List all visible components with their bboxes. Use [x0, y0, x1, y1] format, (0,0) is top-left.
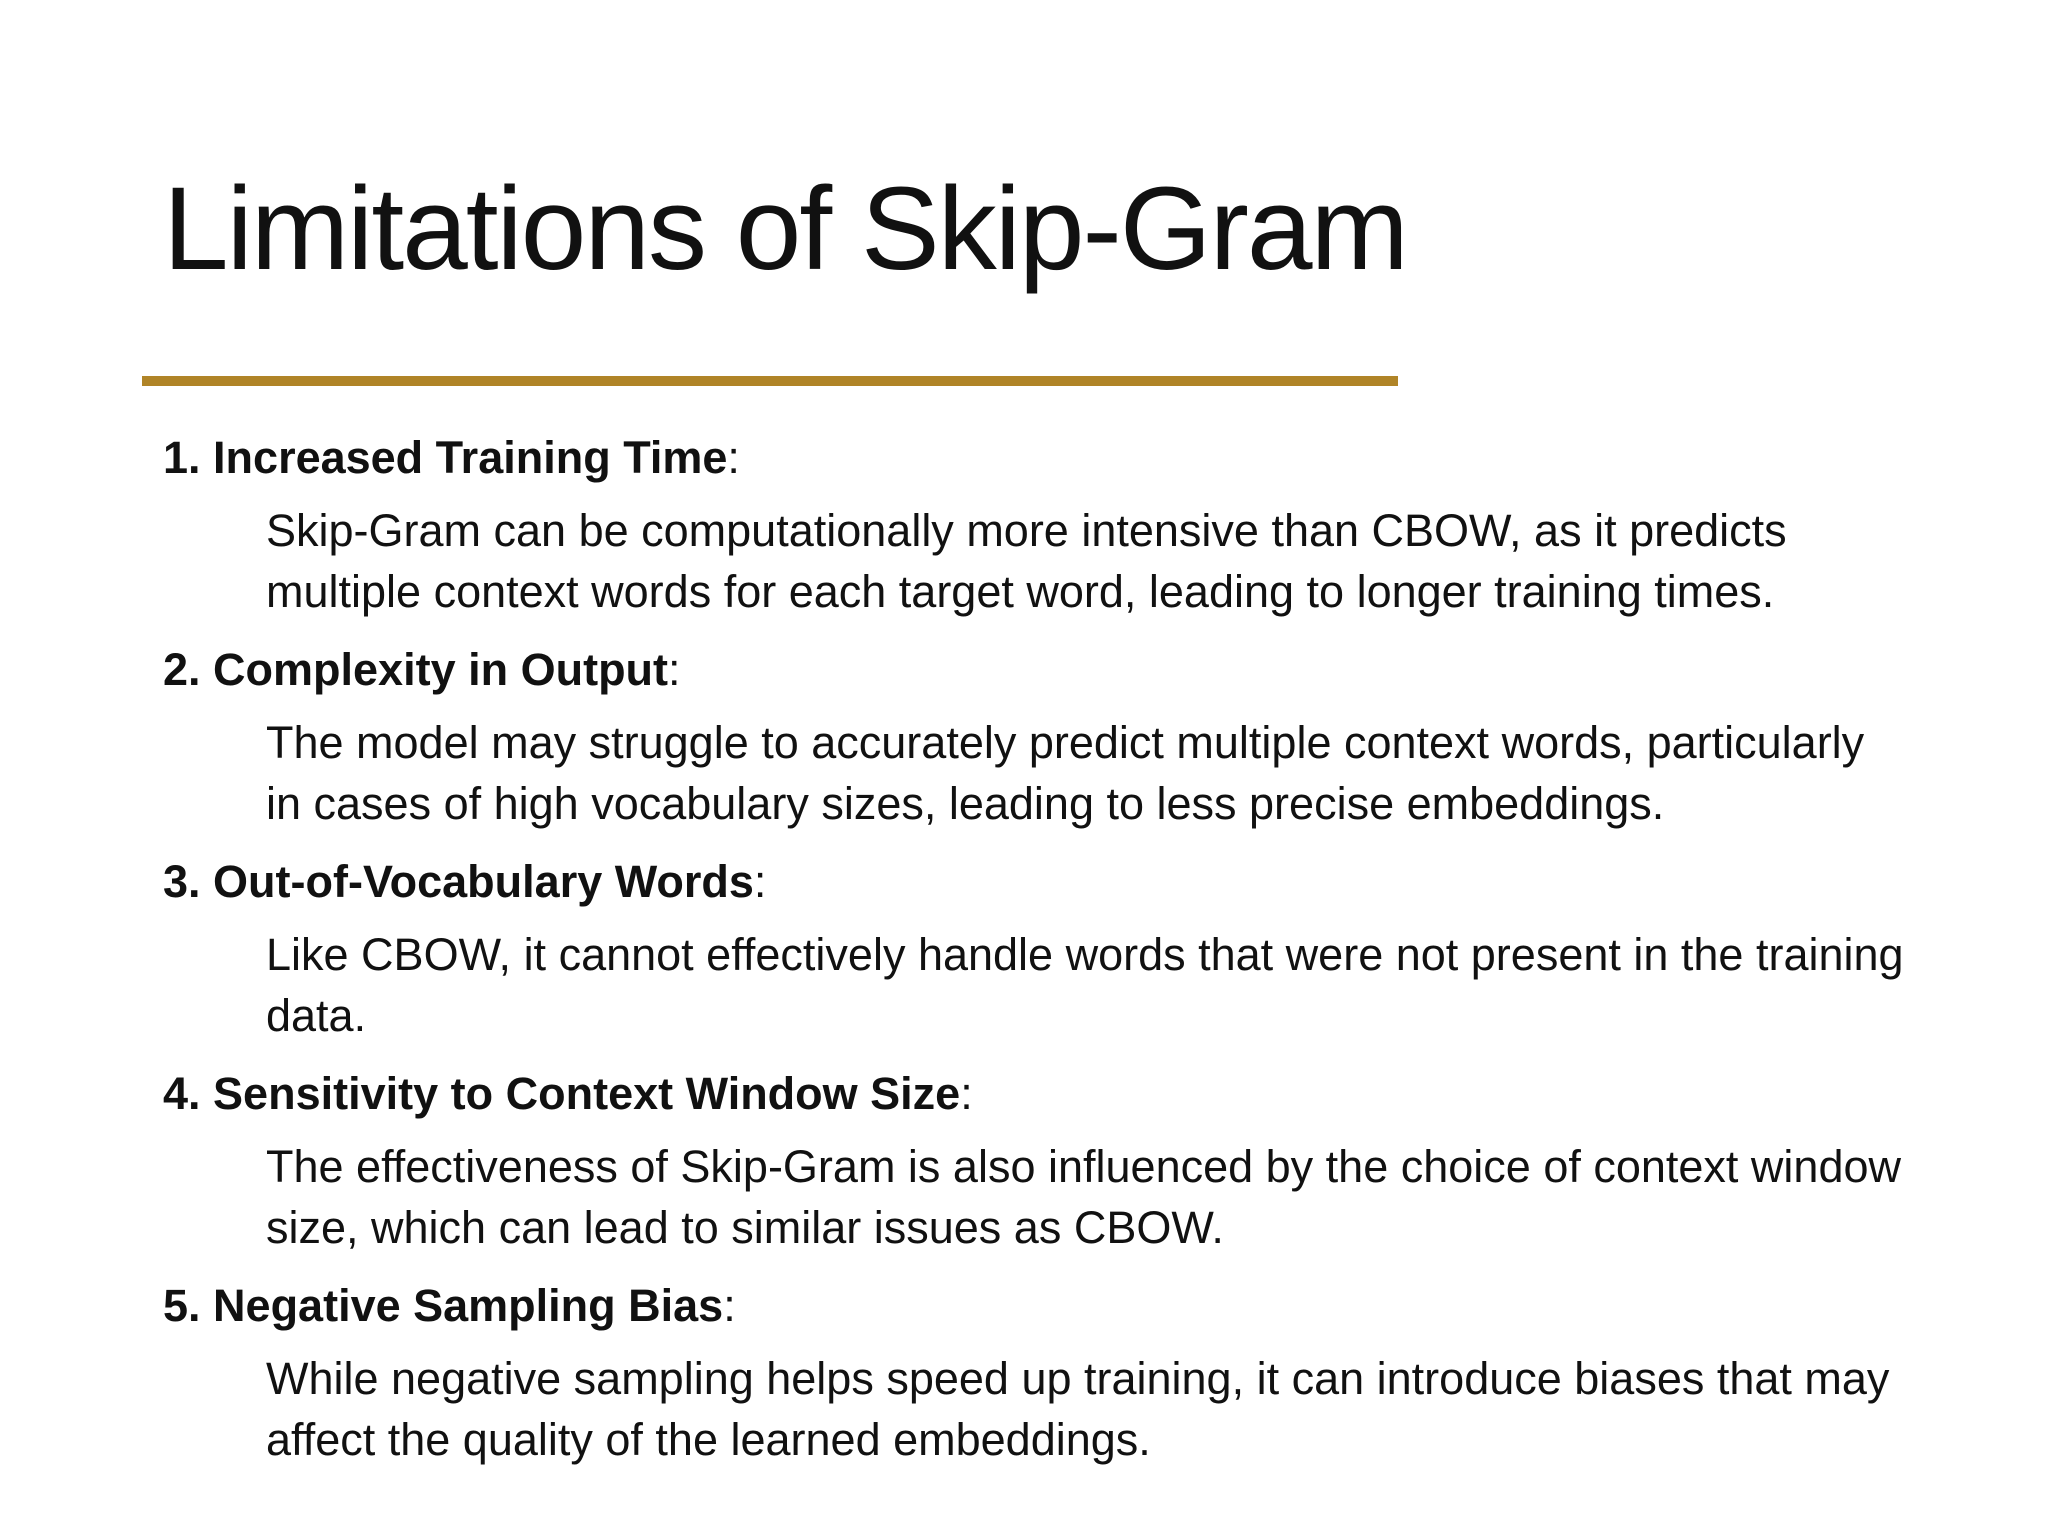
item-heading	[163, 428, 2003, 488]
item-heading	[163, 1064, 2003, 1124]
item-heading	[163, 640, 2003, 700]
limitations-list	[163, 428, 2003, 1488]
item-heading-text: Negative Sampling Bias	[213, 1280, 724, 1331]
item-description: Skip-Gram can be computationally more intensive than CBOW, as it predicts multiple context words for each target word, leading to longer training times.	[266, 505, 1787, 617]
item-heading	[163, 1276, 2003, 1336]
title-underline	[142, 376, 1398, 386]
list-item	[163, 852, 2003, 1046]
item-heading-colon: :	[960, 1068, 973, 1119]
item-description: While negative sampling helps speed up training, it can introduce biases that may affect the quality of the learned embeddings.	[266, 1353, 1890, 1465]
item-heading-text: Increased Training Time	[213, 432, 728, 483]
item-description: The effectiveness of Skip-Gram is also influenced by the choice of context window size, which can lead to similar issues as CBOW.	[266, 1141, 1902, 1253]
item-number: 2.	[163, 644, 201, 695]
item-number: 3.	[163, 856, 201, 907]
item-heading	[163, 852, 2003, 912]
item-number: 4.	[163, 1068, 201, 1119]
item-description: Like CBOW, it cannot effectively handle words that were not present in the training data.	[266, 929, 1904, 1041]
slide-title: Limitations of Skip-Gram	[163, 163, 1407, 295]
item-heading-colon: :	[753, 856, 767, 907]
list-item	[163, 640, 2003, 834]
item-heading-text: Out-of-Vocabulary Words	[213, 856, 754, 907]
item-heading-colon: :	[668, 644, 681, 695]
list-item	[163, 428, 2003, 622]
item-heading-colon: :	[723, 1280, 736, 1331]
item-number: 1.	[163, 432, 201, 483]
item-heading-text: Sensitivity to Context Window Size	[213, 1068, 961, 1119]
item-heading-text: Complexity in Output	[213, 644, 669, 695]
list-item	[163, 1064, 2003, 1258]
item-number: 5.	[163, 1280, 201, 1331]
item-heading-colon: :	[727, 432, 740, 483]
list-item	[163, 1276, 2003, 1470]
item-description: The model may struggle to accurately predict multiple context words, particularly in cases of high vocabulary sizes, leading to less precise embeddings.	[266, 717, 1865, 829]
